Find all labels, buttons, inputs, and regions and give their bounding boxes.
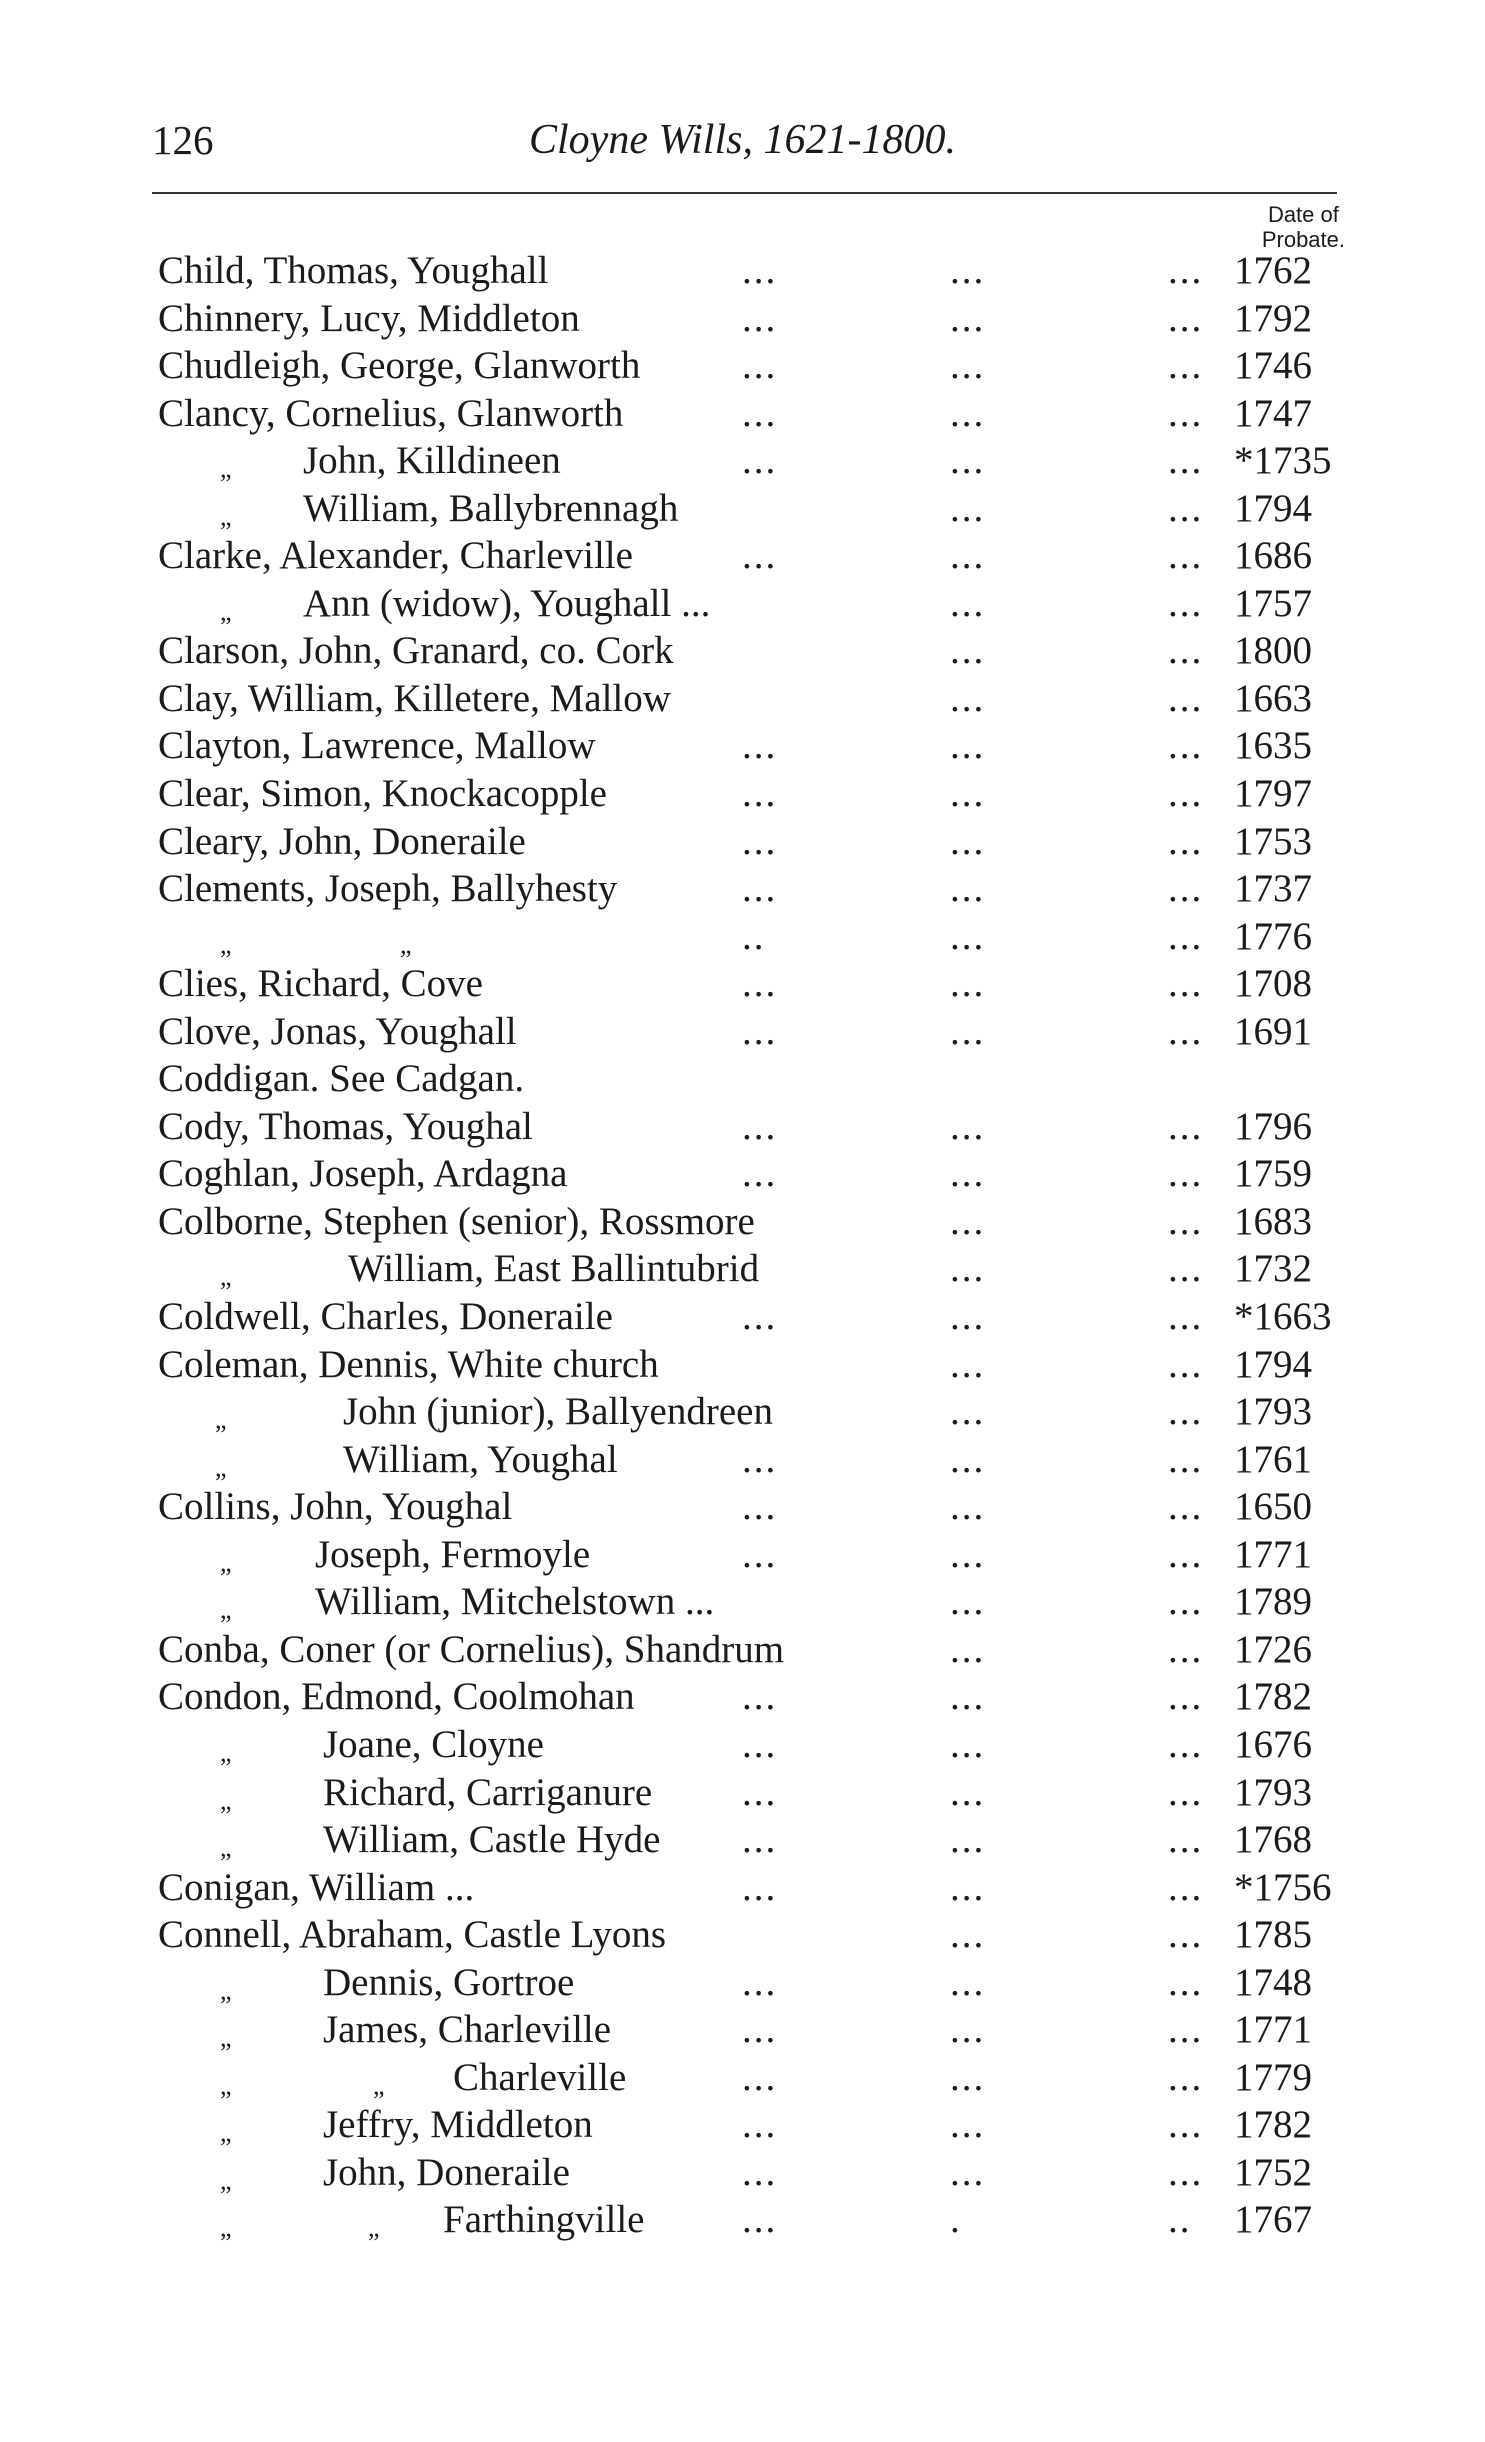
- leader-dots: ...: [950, 819, 986, 863]
- entry-row: [0, 1055, 1485, 1103]
- leader-dots: ...: [742, 1104, 778, 1148]
- entry-row: [0, 627, 1485, 675]
- leader-dots: ...: [1168, 1342, 1204, 1386]
- entry-row: [0, 1673, 1485, 1721]
- testator-name: Child, Thomas, Youghall: [158, 249, 549, 292]
- leader-dots: ...: [1168, 2055, 1204, 2099]
- leader-dots: ...: [950, 534, 986, 578]
- entry-row: [0, 1103, 1485, 1151]
- leader-dots: ...: [1168, 1818, 1204, 1862]
- probate-year: 1771: [1234, 2008, 1312, 2052]
- probate-year: 1761: [1234, 1437, 1312, 1481]
- entry-row: [0, 818, 1485, 866]
- leader-dots: ...: [1168, 914, 1204, 958]
- ditto-mark: „: [220, 1975, 232, 2005]
- probate-year: 1650: [1234, 1485, 1312, 1529]
- leader-dots: ...: [950, 772, 986, 816]
- leader-dots: ...: [950, 1247, 986, 1291]
- entry-row: [0, 485, 1485, 533]
- testator-name: Chudleigh, George, Glanworth: [158, 344, 641, 388]
- leader-dots: ...: [1168, 391, 1204, 435]
- leader-dots: ...: [742, 1960, 778, 2004]
- entry-row: [0, 722, 1485, 770]
- probate-year: 1746: [1234, 344, 1312, 388]
- entry-row: [0, 1769, 1485, 1817]
- probate-year: 1793: [1234, 1390, 1312, 1434]
- leader-dots: ...: [742, 2008, 778, 2052]
- ditto-mark: „: [220, 1595, 232, 1625]
- leader-dots: ...: [1168, 1199, 1204, 1243]
- leader-dots: ...: [1168, 1865, 1204, 1909]
- leader-dots: ...: [950, 1199, 986, 1243]
- entry-row: [0, 2054, 1485, 2102]
- entry-row: [0, 1578, 1485, 1626]
- leader-dots: ...: [1168, 819, 1204, 863]
- leader-dots: ...: [742, 2150, 778, 2194]
- leader-dots: ...: [1168, 724, 1204, 768]
- probate-year: 1759: [1234, 1152, 1312, 1196]
- probate-year: 1797: [1234, 772, 1312, 816]
- leader-dots: ...: [1168, 1675, 1204, 1719]
- leader-dots: ...: [950, 724, 986, 768]
- leader-dots: ...: [1168, 344, 1204, 388]
- probate-year: 1757: [1234, 581, 1312, 625]
- probate-year: 1676: [1234, 1722, 1312, 1766]
- ditto-mark: „: [220, 2118, 232, 2148]
- leader-dots: ...: [950, 1580, 986, 1624]
- ditto-mark: „: [368, 2213, 380, 2243]
- leader-dots: ...: [742, 1152, 778, 1196]
- ditto-mark: „: [220, 1262, 232, 1292]
- entry-row: [0, 1245, 1485, 1293]
- entry-row: [0, 437, 1485, 485]
- leader-dots: ..: [1168, 2198, 1192, 2242]
- ditto-mark: „: [220, 1833, 232, 1863]
- leader-dots: ...: [950, 1960, 986, 2004]
- probate-year: 1785: [1234, 1913, 1312, 1957]
- leader-dots: ...: [1168, 1770, 1204, 1814]
- probate-year: 1762: [1234, 249, 1312, 292]
- testator-name: Richard, Carriganure: [323, 1770, 653, 1814]
- entry-row: [0, 1911, 1485, 1959]
- leader-dots: ...: [950, 629, 986, 673]
- leader-dots: ...: [742, 1722, 778, 1766]
- probate-year: 1779: [1234, 2055, 1312, 2099]
- leader-dots: ...: [950, 1722, 986, 1766]
- probate-year: 1776: [1234, 914, 1312, 958]
- leader-dots: ...: [1168, 249, 1204, 292]
- leader-dots: ...: [950, 581, 986, 625]
- leader-dots: ...: [1168, 1960, 1204, 2004]
- leader-dots: ...: [742, 2103, 778, 2147]
- entry-row: [0, 1864, 1485, 1912]
- ditto-mark: „: [220, 2165, 232, 2195]
- leader-dots: ...: [742, 2198, 778, 2242]
- testator-name: Coldwell, Charles, Doneraile: [158, 1295, 613, 1339]
- entry-row: [0, 960, 1485, 1008]
- testator-name: Jeffry, Middleton: [323, 2103, 593, 2147]
- entry-row: [0, 532, 1485, 580]
- probate-year: 1794: [1234, 1342, 1312, 1386]
- leader-dots: ...: [1168, 2103, 1204, 2147]
- running-title: Cloyne Wills, 1621-1800.: [529, 117, 956, 163]
- testator-name: William, Ballybrennagh: [303, 486, 679, 530]
- leader-dots: ...: [1168, 439, 1204, 483]
- ditto-mark: „: [220, 1737, 232, 1767]
- probate-year: 1767: [1234, 2198, 1312, 2242]
- ditto-mark: „: [373, 2070, 385, 2100]
- testator-name: Colborne, Stephen (senior), Rossmore: [158, 1199, 755, 1243]
- probate-year: 1782: [1234, 2103, 1312, 2147]
- entry-list: [0, 247, 1485, 2244]
- ditto-mark: „: [220, 596, 232, 626]
- leader-dots: ...: [950, 1295, 986, 1339]
- leader-dots: ...: [1168, 486, 1204, 530]
- leader-dots: ...: [1168, 676, 1204, 720]
- probate-year: 1800: [1234, 629, 1312, 673]
- probate-year: 1768: [1234, 1818, 1312, 1862]
- ditto-mark: „: [220, 2070, 232, 2100]
- entry-row: [0, 675, 1485, 723]
- column-heading-line: Date of: [1267, 202, 1339, 227]
- leader-dots: ...: [742, 249, 778, 292]
- leader-dots: ...: [1168, 296, 1204, 340]
- leader-dots: ...: [1168, 1247, 1204, 1291]
- ditto-mark: „: [220, 1785, 232, 1815]
- entry-row: [0, 342, 1485, 390]
- testator-name: Clayton, Lawrence, Mallow: [158, 724, 596, 768]
- ditto-mark: „: [220, 2023, 232, 2053]
- probate-year: 1737: [1234, 867, 1312, 911]
- leader-dots: ...: [950, 1532, 986, 1576]
- probate-year: 1747: [1234, 391, 1312, 435]
- leader-dots: ...: [742, 819, 778, 863]
- probate-year: *1756: [1234, 1865, 1332, 1909]
- probate-year: 1794: [1234, 486, 1312, 530]
- leader-dots: ...: [1168, 1009, 1204, 1053]
- entry-row: [0, 580, 1485, 628]
- ditto-mark: „: [220, 501, 232, 531]
- testator-name: Farthingville: [443, 2198, 645, 2242]
- entry-row: [0, 2006, 1485, 2054]
- probate-year: 1726: [1234, 1627, 1312, 1671]
- testator-name: Coddigan. See Cadgan.: [158, 1057, 525, 1101]
- leader-dots: ...: [742, 1818, 778, 1862]
- leader-dots: ...: [950, 2055, 986, 2099]
- leader-dots: ...: [1168, 534, 1204, 578]
- entry-row: [0, 2196, 1485, 2244]
- probate-year: 1748: [1234, 1960, 1312, 2004]
- probate-year: 1663: [1234, 676, 1312, 720]
- testator-name: Joane, Cloyne: [323, 1722, 544, 1766]
- leader-dots: ...: [950, 1770, 986, 1814]
- leader-dots: ...: [742, 724, 778, 768]
- probate-year: 1789: [1234, 1580, 1312, 1624]
- entry-row: [0, 1341, 1485, 1389]
- testator-name: Clies, Richard, Cove: [158, 962, 483, 1006]
- testator-name: Connell, Abraham, Castle Lyons: [158, 1913, 667, 1957]
- testator-name: Chinnery, Lucy, Middleton: [158, 296, 580, 340]
- ditto-mark: „: [220, 929, 232, 959]
- leader-dots: ...: [1168, 962, 1204, 1006]
- leader-dots: ...: [742, 1295, 778, 1339]
- probate-year: 1752: [1234, 2150, 1312, 2194]
- probate-year: 1691: [1234, 1009, 1312, 1053]
- leader-dots: ...: [950, 1913, 986, 1957]
- probate-year: 1683: [1234, 1199, 1312, 1243]
- leader-dots: .: [950, 2198, 962, 2242]
- leader-dots: ...: [1168, 772, 1204, 816]
- entry-row: [0, 247, 1485, 295]
- leader-dots: ...: [950, 676, 986, 720]
- testator-name: Clear, Simon, Knockacopple: [158, 772, 607, 816]
- testator-name: Clarke, Alexander, Charleville: [158, 534, 633, 578]
- testator-name: Coleman, Dennis, White church: [158, 1342, 659, 1386]
- leader-dots: ...: [950, 391, 986, 435]
- leader-dots: ...: [742, 1675, 778, 1719]
- ditto-mark: „: [220, 2213, 232, 2243]
- testator-name: Conba, Coner (or Cornelius), Shandrum: [158, 1627, 785, 1671]
- leader-dots: ...: [742, 772, 778, 816]
- entry-row: [0, 770, 1485, 818]
- probate-year: 1796: [1234, 1104, 1312, 1148]
- testator-name: Clements, Joseph, Ballyhesty: [158, 867, 618, 911]
- entry-row: [0, 913, 1485, 961]
- testator-name: Joseph, Fermoyle: [315, 1532, 591, 1576]
- testator-name: Clancy, Cornelius, Glanworth: [158, 391, 624, 435]
- leader-dots: ...: [950, 1104, 986, 1148]
- testator-name: William, Youghal: [343, 1437, 618, 1481]
- leader-dots: ...: [742, 1485, 778, 1529]
- leader-dots: ...: [742, 296, 778, 340]
- leader-dots: ...: [742, 439, 778, 483]
- probate-year: 1771: [1234, 1532, 1312, 1576]
- leader-dots: ...: [950, 1342, 986, 1386]
- entry-row: [0, 1198, 1485, 1246]
- leader-dots: ...: [742, 2055, 778, 2099]
- probate-year: *1735: [1234, 439, 1332, 483]
- entry-row: [0, 1959, 1485, 2007]
- entry-row: [0, 1531, 1485, 1579]
- leader-dots: ...: [1168, 1437, 1204, 1481]
- testator-name: John, Doneraile: [323, 2150, 570, 2194]
- leader-dots: ...: [1168, 2150, 1204, 2194]
- ditto-mark: „: [215, 1452, 227, 1482]
- entry-row: [0, 295, 1485, 343]
- leader-dots: ...: [1168, 1580, 1204, 1624]
- probate-year: *1663: [1234, 1295, 1332, 1339]
- date-of-probate-heading: [1262, 202, 1345, 252]
- column-heading-line: Probate.: [1261, 227, 1345, 252]
- leader-dots: ...: [950, 914, 986, 958]
- ditto-mark: „: [220, 1547, 232, 1577]
- leader-dots: ...: [1168, 581, 1204, 625]
- entry-row: [0, 1388, 1485, 1436]
- probate-year: 1793: [1234, 1770, 1312, 1814]
- leader-dots: ...: [950, 1437, 986, 1481]
- testator-name: Charleville: [453, 2055, 627, 2099]
- leader-dots: ...: [950, 249, 986, 292]
- ditto-mark: „: [220, 454, 232, 484]
- testator-name: Cody, Thomas, Youghal: [158, 1104, 533, 1148]
- leader-dots: ...: [742, 1770, 778, 1814]
- entry-row: [0, 1816, 1485, 1864]
- testator-name: William, Castle Hyde: [323, 1818, 661, 1862]
- leader-dots: ...: [1168, 2008, 1204, 2052]
- entry-row: [0, 1008, 1485, 1056]
- testator-name: William, East Ballintubrid: [348, 1247, 760, 1291]
- leader-dots: ...: [950, 1009, 986, 1053]
- testator-name: William, Mitchelstown ...: [315, 1580, 715, 1624]
- testator-name: Condon, Edmond, Coolmohan: [158, 1675, 635, 1719]
- leader-dots: ...: [1168, 1152, 1204, 1196]
- probate-year: 1635: [1234, 724, 1312, 768]
- header-rule: [152, 192, 1337, 194]
- leader-dots: ...: [950, 867, 986, 911]
- leader-dots: ...: [1168, 629, 1204, 673]
- leader-dots: ...: [950, 1865, 986, 1909]
- leader-dots: ...: [950, 2150, 986, 2194]
- leader-dots: ...: [742, 1009, 778, 1053]
- leader-dots: ...: [950, 962, 986, 1006]
- leader-dots: ...: [1168, 1390, 1204, 1434]
- page-number: 126: [152, 117, 214, 163]
- testator-name: Conigan, William ...: [158, 1865, 475, 1909]
- probate-year: 1732: [1234, 1247, 1312, 1291]
- probate-year: 1782: [1234, 1675, 1312, 1719]
- leader-dots: ...: [950, 1485, 986, 1529]
- probate-year: 1792: [1234, 296, 1312, 340]
- leader-dots: ...: [950, 2008, 986, 2052]
- leader-dots: ...: [742, 344, 778, 388]
- leader-dots: ...: [742, 962, 778, 1006]
- ditto-mark: „: [215, 1405, 227, 1435]
- leader-dots: ...: [1168, 1913, 1204, 1957]
- leader-dots: ...: [950, 1152, 986, 1196]
- probate-year: 1686: [1234, 534, 1312, 578]
- leader-dots: ...: [1168, 1104, 1204, 1148]
- ditto-mark: „: [400, 929, 412, 959]
- testator-name: Cleary, John, Doneraile: [158, 819, 526, 863]
- entry-row: [0, 1436, 1485, 1484]
- entry-row: [0, 1293, 1485, 1341]
- entry-row: [0, 1626, 1485, 1674]
- leader-dots: ...: [1168, 867, 1204, 911]
- leader-dots: ...: [1168, 1532, 1204, 1576]
- leader-dots: ...: [742, 1532, 778, 1576]
- leader-dots: ...: [950, 1818, 986, 1862]
- testator-name: Coghlan, Joseph, Ardagna: [158, 1152, 568, 1196]
- leader-dots: ...: [1168, 1722, 1204, 1766]
- leader-dots: ...: [1168, 1627, 1204, 1671]
- leader-dots: ...: [1168, 1295, 1204, 1339]
- leader-dots: ...: [950, 296, 986, 340]
- testator-name: Dennis, Gortroe: [323, 1960, 575, 2004]
- leader-dots: ...: [742, 1437, 778, 1481]
- leader-dots: ...: [950, 344, 986, 388]
- leader-dots: ...: [950, 2103, 986, 2147]
- probate-year: 1753: [1234, 819, 1312, 863]
- leader-dots: ...: [1168, 1485, 1204, 1529]
- leader-dots: ...: [742, 534, 778, 578]
- leader-dots: ..: [742, 914, 766, 958]
- probate-year: 1708: [1234, 962, 1312, 1006]
- leader-dots: ...: [950, 439, 986, 483]
- leader-dots: ...: [950, 486, 986, 530]
- testator-name: Clove, Jonas, Youghall: [158, 1009, 517, 1053]
- entry-row: [0, 390, 1485, 438]
- leader-dots: ...: [742, 1865, 778, 1909]
- leader-dots: ...: [950, 1675, 986, 1719]
- testator-name: James, Charleville: [323, 2008, 612, 2052]
- testator-name: John (junior), Ballyendreen: [343, 1390, 773, 1434]
- testator-name: Collins, John, Youghal: [158, 1485, 513, 1529]
- leader-dots: ...: [742, 391, 778, 435]
- leader-dots: ...: [950, 1627, 986, 1671]
- testator-name: Ann (widow), Youghall ...: [303, 581, 711, 625]
- entry-row: [0, 1483, 1485, 1531]
- testator-name: Clarson, John, Granard, co. Cork: [158, 629, 674, 673]
- leader-dots: ...: [742, 867, 778, 911]
- leader-dots: ...: [950, 1390, 986, 1434]
- entry-row: [0, 2149, 1485, 2197]
- entry-row: [0, 865, 1485, 913]
- entry-row: [0, 2101, 1485, 2149]
- testator-name: Clay, William, Killetere, Mallow: [158, 676, 671, 720]
- entry-row: [0, 1721, 1485, 1769]
- testator-name: John, Killdineen: [303, 439, 561, 483]
- entry-row: [0, 1150, 1485, 1198]
